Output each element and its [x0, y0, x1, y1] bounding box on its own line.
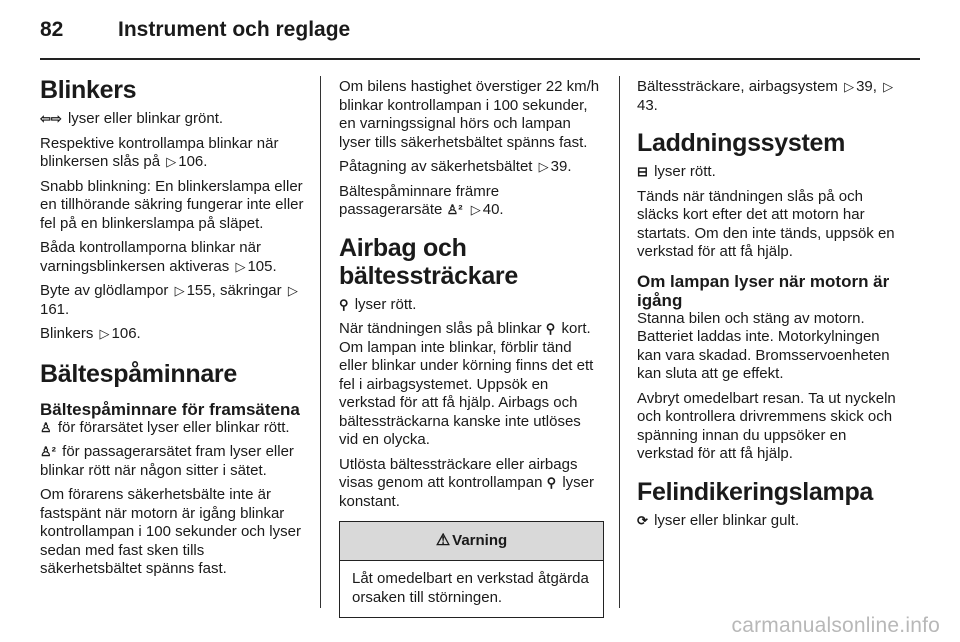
warning-box	[339, 521, 604, 618]
page-header	[40, 18, 920, 48]
xref-icon: ▷	[235, 258, 246, 274]
page-number: 82	[40, 18, 64, 41]
paragraph: Utlösta bältessträckare eller airbags visas genom att kontrollampan ⚲ lyser konstant.	[339, 455, 594, 510]
xref-icon: ▷	[287, 283, 298, 298]
seat-belt-icon: ♙	[40, 419, 52, 435]
paragraph: Bältespåminnare främre passagerarsäte ♙² ▷ 40.	[339, 182, 504, 218]
subheading-engine-running: Om lampan lyser när motorn är igång	[637, 271, 890, 310]
column-3	[637, 66, 907, 536]
paragraph: Snabb blinkning: En blinkerslampa eller en tillhörande säkring fungerar inte eller fel på en blinkerslampa på släpet.	[40, 177, 304, 232]
paragraph: Båda kontrollamporna blinkar när varningsblinkersen aktiveras ▷ 105.	[40, 239, 277, 275]
paragraph: Påtagning av säkerhetsbältet ▷ 39.	[339, 158, 572, 175]
airbag-icon: ⚲	[545, 321, 556, 336]
battery-icon: ⊟	[637, 164, 648, 179]
paragraph: ♙ för förarsätet lyser eller blinkar rött.	[40, 418, 290, 436]
engine-check-icon: ⟳	[637, 512, 648, 528]
passenger-seat-belt-icon: ♙²	[40, 444, 56, 459]
warning-text: Låt omedelbart en verkstad åtgärda orsaken till störningen.	[352, 570, 589, 606]
column-1	[40, 66, 305, 585]
paragraph: Tänds när tändningen slås på och släcks kort efter det att motorn har startats. Om den inte tänds, uppsök en verkstad för att få hjälp.	[637, 187, 895, 260]
paragraph: Stanna bilen och stäng av motorn. Batteriet laddas inte. Motorkylningen kan vara skadad. Bromsservoenheten kan sluta att ge effekt.	[637, 309, 890, 382]
warning-header	[340, 522, 603, 561]
paragraph: Respektive kontrollampa blinkar när blinkersen slås på ▷ 106.	[40, 134, 279, 170]
column-2	[339, 66, 604, 618]
paragraph: ⇦⇨ lyser eller blinkar grönt.	[40, 110, 224, 127]
passenger-seat-belt-icon: ♙²	[446, 202, 463, 217]
watermark: carmanualsonline.info	[731, 614, 940, 637]
paragraph: ⟳ lyser eller blinkar gult.	[637, 511, 800, 529]
xref-icon: ▷	[99, 326, 110, 341]
xref-icon: ▷	[538, 159, 549, 174]
turn-signal-icon: ⇦⇨	[40, 111, 62, 126]
paragraph: ⚲ lyser rött.	[339, 295, 417, 313]
heading-charging: Laddningssystem	[637, 129, 846, 157]
airbag-icon: ⚲	[339, 296, 349, 312]
paragraph: Bältessträckare, airbagsystem ▷ 39, ▷43.	[637, 78, 894, 114]
paragraph: Om förarens säkerhetsbälte inte är fastspänt när motorn är igång blinkar kontrollampan i 100 sekunder och lyser sedan med fast sken tills säkerhetsbältet spänns fast.	[40, 486, 301, 577]
warning-title: Varning	[452, 532, 508, 549]
header-rule	[40, 58, 920, 60]
xref-icon: ▷	[844, 79, 855, 94]
xref-icon: ▷	[470, 202, 481, 217]
heading-malfunction-lamp: Felindikeringslampa	[637, 477, 874, 506]
heading-airbag: Airbag och bältessträckare	[339, 233, 518, 290]
subheading-front-seats: Bältespåminnare för framsätena	[40, 399, 300, 419]
xref-icon: ▷	[174, 283, 185, 298]
heading-blinkers: Blinkers	[40, 76, 137, 104]
paragraph: Byte av glödlampor ▷ 155, säkringar ▷161.	[40, 282, 298, 318]
page-title: Instrument och reglage	[118, 18, 351, 41]
paragraph: Blinkers ▷ 106.	[40, 325, 141, 342]
column-divider-2	[619, 76, 620, 608]
paragraph: ⊟ lyser rött.	[637, 163, 716, 180]
airbag-icon: ⚲	[546, 475, 557, 490]
column-divider-1	[320, 76, 321, 608]
xref-icon: ▷	[166, 154, 177, 169]
heading-belt-reminder: Bältespåminnare	[40, 359, 237, 388]
paragraph: ♙² för passagerarsätet fram lyser eller blinkar rött när någon sitter i sätet.	[40, 443, 294, 479]
xref-icon: ▷	[883, 79, 894, 94]
warning-triangle-icon: ⚠	[435, 532, 451, 549]
paragraph: Om bilens hastighet överstiger 22 km/h blinkar kontrollampan i 100 sekunder, en varningssignal hörs och lampan lyser tills säkerhetsbältet spänns fast.	[339, 78, 600, 151]
paragraph: När tändningen slås på blinkar ⚲ kort. Om lampan inte blinkar, förblir tänd eller blinkar under körning finns det ett fel i airbagsystemet. Uppsök en verkstad för att få hjälp. Airbags och bältessträckarna kanske inte utlöses vid en olycka.	[339, 320, 594, 448]
paragraph: Avbryt omedelbart resan. Ta ut nyckeln och kontrollera drivremmens skick och spänning innan du uppsöker en verkstad för att få hjälp.	[637, 389, 896, 462]
